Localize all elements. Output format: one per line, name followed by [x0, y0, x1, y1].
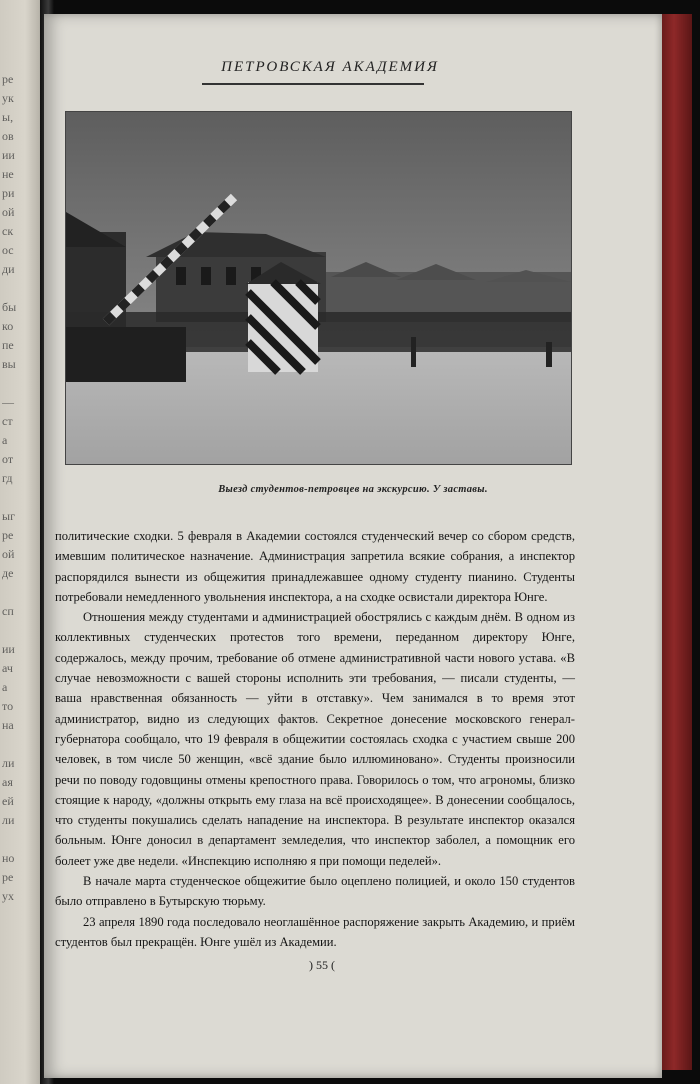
figure-caption: Выезд студентов-петровцев на экскурсию. У заставы. [218, 484, 488, 495]
paragraph: 23 апреля 1890 года последовало неоглашённое распоряжение закрыть Академию, и приём студентов был прекращён. Юнге ушёл из Академии. [55, 914, 575, 949]
running-header: ПЕТРОВСКАЯ АКАДЕМИЯ [221, 59, 439, 75]
paragraph: В начале марта студенческое общежитие было оцеплено полицией, и около 150 студентов было отправлено в Бутырскую тюрьму. [55, 874, 575, 909]
header-rule [202, 83, 424, 85]
left-page-text-fragments: ре ук ы, ов ии не ри ой ск ос ди бы ко пе вы — ст а от гд ыг ре ой де сп ии ач а то на ли ая ей ли но ре ух [2, 72, 17, 903]
paragraph: политические сходки. 5 февраля в Академии состоялся студенческий вечер со сбором средств, имевшим политическое назначение. Администрация запретила всякие собрания, а инспектор распорядился вынести из общежития принадлежавшее одному студенту пианино. Студенты потребовали немедленного увольнения инспектора, а на сходке освистали директора Юнге. [55, 529, 575, 604]
paragraph: Отношения между студентами и администрацией обострялись с каждым днём. В одном из коллективных студенческих протестов того времени, переданном директору Юнге, содержалось, между прочим, требование об отмене административной части нового устава. «В случае невозможности с вашей стороны исполнить эти требования, — писали студенты, — ваша нравственная обязанность — уйти в отставку». Чем занимался в то время этот администратор, видно из следующих фактов. Секретное донесение московского генерал-губернатора сообщало, что 19 февраля в общежитии состоялась сходка с участием свыше 200 человек, в том числе 50 женщин, «всё здание было иллюминовано». Студенты произносили речи по поводу годовщины отмены крепостного права. Говорилось о том, что агрономы, близко стоящие к народу, «должны открыть ему глаза на всё происходящее». В донесении сообщалось, что студенты покушались сделать нападение на инспектора. В результате инспектор оказался больным. Юнге доносил в департамент земледелия, что инспектор заболел, а помощник его болеет уже две недели. «Инспекцию исполняю я при помощи педелей». [55, 610, 575, 868]
book-page [44, 14, 662, 1078]
page-number: ) 55 ( [309, 958, 335, 972]
book-cover-edge [662, 14, 692, 1070]
historical-photo [65, 111, 572, 465]
body-text [55, 526, 575, 952]
